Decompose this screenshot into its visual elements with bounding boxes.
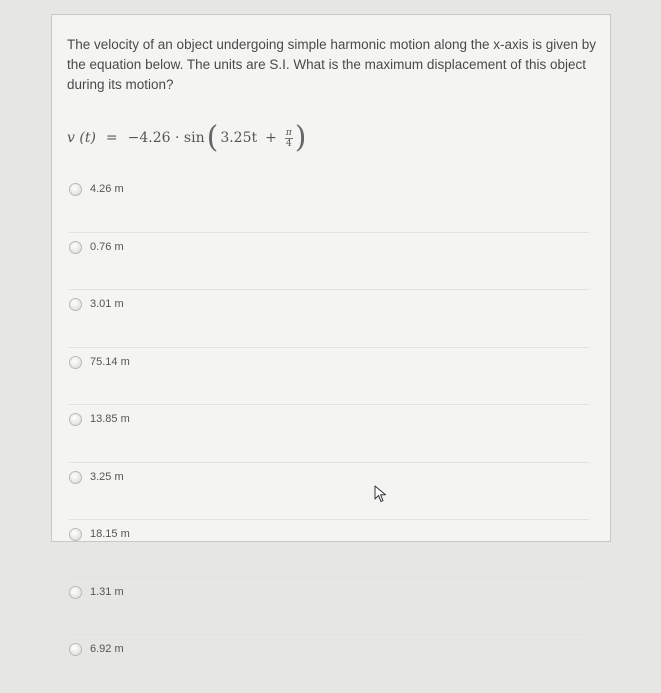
answer-option[interactable] [69, 233, 589, 291]
answer-label: 18.15 m [90, 528, 130, 540]
answer-option[interactable] [69, 520, 589, 578]
radio-button[interactable] [69, 356, 82, 369]
fraction-denominator: 4 [285, 138, 292, 149]
answer-label: 0.76 m [90, 240, 124, 253]
answer-option[interactable] [69, 348, 589, 406]
equation-plus: + [265, 130, 277, 146]
answer-label: 6.92 m [90, 643, 124, 655]
equation-equals: = [105, 130, 118, 146]
fraction-numerator: π [285, 127, 292, 138]
equation-inner: 3.25t [220, 130, 258, 146]
radio-button[interactable] [69, 471, 82, 484]
answer-option[interactable] [69, 635, 589, 693]
radio-button[interactable] [69, 528, 82, 541]
radio-button[interactable] [69, 241, 82, 254]
answer-label: 75.14 m [90, 355, 130, 368]
question-text: The velocity of an object undergoing simple harmonic motion along the x-axis is given by the equation below. The units are S.I. What is the maximum displacement of this object during its motion? [67, 37, 597, 92]
answer-option[interactable] [69, 290, 589, 348]
equation-coefficient: −4.26 · sin [127, 130, 205, 146]
answer-label: 4.26 m [90, 183, 124, 195]
answer-option[interactable] [69, 578, 589, 636]
equation-lhs: v (t) [67, 130, 96, 146]
answer-label: 3.01 m [90, 298, 124, 310]
answer-label: 3.25 m [90, 470, 124, 483]
radio-button[interactable] [69, 643, 82, 656]
phase-fraction [285, 128, 293, 149]
answer-options [69, 175, 589, 693]
answer-option[interactable] [69, 463, 589, 521]
radio-button[interactable] [69, 586, 82, 599]
left-paren: ( [206, 120, 219, 155]
answer-label: 13.85 m [90, 413, 130, 425]
mouse-cursor-icon [374, 485, 388, 503]
answer-label: 1.31 m [90, 585, 124, 598]
answer-option[interactable] [69, 175, 589, 233]
velocity-equation [67, 121, 309, 155]
radio-button[interactable] [69, 413, 82, 426]
answer-option[interactable] [69, 405, 589, 463]
radio-button[interactable] [69, 298, 82, 311]
question-card [51, 14, 611, 655]
right-paren: ) [294, 120, 307, 155]
radio-button[interactable] [69, 183, 82, 196]
